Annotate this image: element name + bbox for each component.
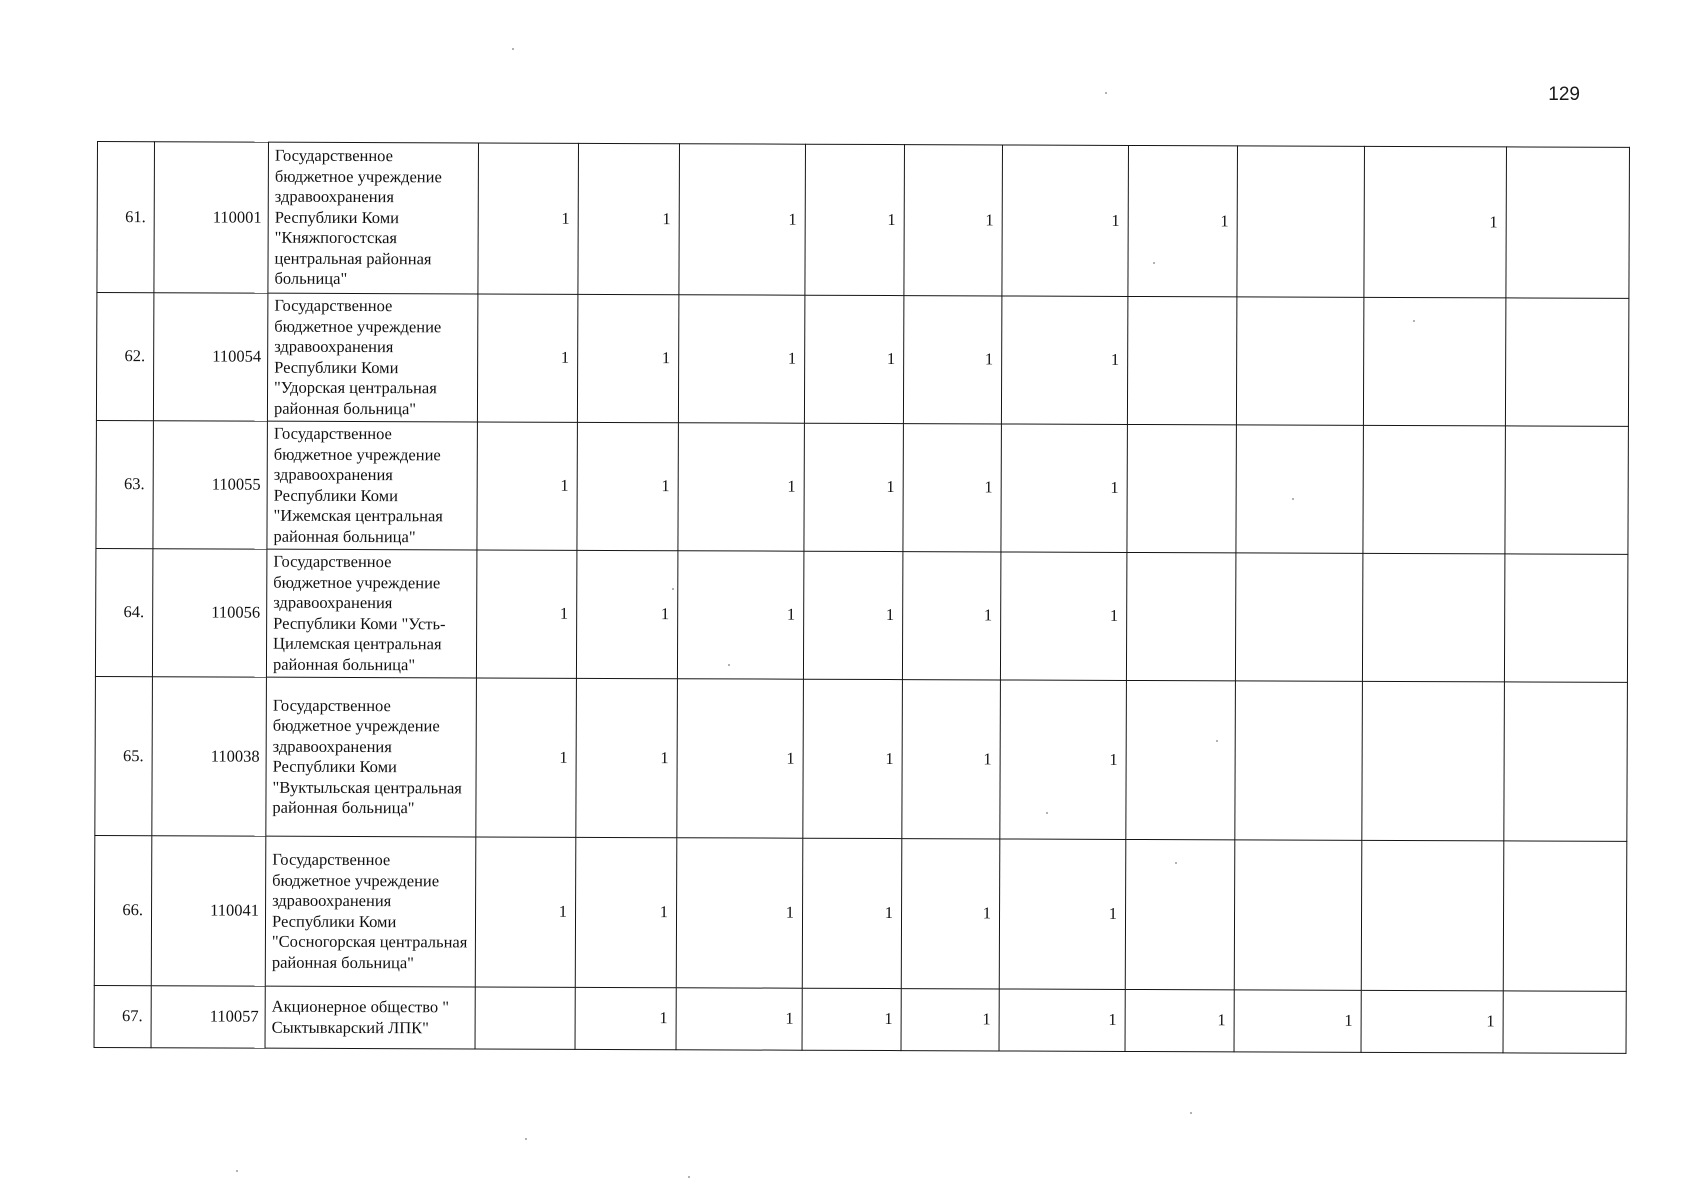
scan-speck bbox=[1153, 262, 1155, 264]
org-name-cell: Государственное бюджетное учреждение здравоохранения Республики Коми "Вуктыльская центральная районная больница" bbox=[266, 677, 477, 837]
mark-cell: 1 bbox=[802, 838, 902, 988]
mark-cell: 1 bbox=[575, 987, 676, 1049]
mark-cell: 1 bbox=[678, 295, 804, 423]
org-name-cell: Государственное бюджетное учреждение здравоохранения Республики Коми "Княжпогостская центральная районная больница" bbox=[268, 142, 479, 294]
mark-cell: 1 bbox=[477, 422, 577, 550]
org-code-cell: 110057 bbox=[151, 986, 265, 1048]
mark-cell bbox=[1236, 297, 1363, 425]
row-number-cell: 67. bbox=[94, 985, 151, 1047]
org-name-cell: Государственное бюджетное учреждение здравоохранения Республики Коми "Ижемская центральная районная больница" bbox=[267, 421, 477, 550]
mark-cell: 1 bbox=[901, 839, 1000, 989]
org-code-cell: 110038 bbox=[152, 677, 267, 836]
mark-cell bbox=[1126, 680, 1236, 839]
mark-cell: 1 bbox=[903, 424, 1001, 552]
mark-cell: 1 bbox=[677, 551, 803, 679]
mark-cell: 1 bbox=[576, 678, 678, 837]
mark-cell: 1 bbox=[577, 422, 678, 550]
mark-cell: 1 bbox=[676, 988, 802, 1050]
mark-cell: 1 bbox=[903, 296, 1001, 424]
mark-cell: 1 bbox=[904, 145, 1003, 296]
org-name-cell: Акционерное общество " Сыктывкарский ЛПК" bbox=[265, 986, 475, 1049]
scan-speck bbox=[1105, 92, 1107, 94]
mark-cell bbox=[1504, 682, 1628, 841]
mark-cell bbox=[1505, 426, 1628, 554]
org-name-cell: Государственное бюджетное учреждение здравоохранения Республики Коми "Удорская центральная районная больница" bbox=[267, 293, 477, 422]
mark-cell bbox=[475, 987, 575, 1049]
row-number-cell: 64. bbox=[95, 548, 152, 676]
mark-cell: 1 bbox=[678, 423, 804, 551]
mark-cell: 1 bbox=[679, 144, 806, 295]
table-row bbox=[97, 142, 1630, 299]
mark-cell bbox=[1235, 681, 1363, 840]
mark-cell: 1 bbox=[575, 837, 677, 987]
mark-cell bbox=[1125, 839, 1235, 989]
mark-cell: 1 bbox=[676, 838, 803, 988]
mark-cell: 1 bbox=[804, 423, 903, 551]
mark-cell: 1 bbox=[901, 989, 999, 1051]
mark-cell: 1 bbox=[802, 988, 901, 1050]
row-number-cell: 61. bbox=[97, 142, 155, 293]
scan-speck bbox=[688, 1176, 690, 1178]
org-code-cell: 110056 bbox=[152, 549, 266, 677]
mark-cell: 1 bbox=[804, 295, 903, 423]
mark-cell: 1 bbox=[1000, 552, 1126, 680]
page-number: 129 bbox=[1548, 84, 1580, 105]
mark-cell: 1 bbox=[576, 550, 677, 678]
mark-cell bbox=[1236, 425, 1363, 553]
table-row bbox=[94, 835, 1627, 991]
mark-cell bbox=[1503, 991, 1626, 1053]
scan-speck bbox=[1292, 498, 1294, 500]
mark-cell bbox=[1362, 553, 1504, 682]
org-name-cell: Государственное бюджетное учреждение здравоохранения Республики Коми "Усть-Цилемская центральная районная больница" bbox=[266, 549, 476, 678]
mark-cell bbox=[1127, 296, 1236, 424]
scan-speck bbox=[236, 1170, 238, 1172]
mark-cell: 1 bbox=[803, 551, 902, 679]
row-number-cell: 62. bbox=[96, 293, 153, 421]
mark-cell bbox=[1127, 424, 1236, 552]
mark-cell bbox=[1505, 298, 1628, 426]
mark-cell bbox=[1363, 297, 1505, 426]
mark-cell bbox=[1235, 553, 1362, 681]
mark-cell: 1 bbox=[477, 294, 577, 422]
scan-speck bbox=[672, 588, 674, 590]
mark-cell: 1 bbox=[1001, 424, 1127, 552]
scan-speck bbox=[1175, 862, 1177, 864]
scan-speck bbox=[1046, 812, 1048, 814]
mark-cell bbox=[1506, 147, 1630, 298]
scan-speck bbox=[1190, 1112, 1192, 1114]
mark-cell: 1 bbox=[803, 679, 903, 838]
mark-cell bbox=[1234, 840, 1362, 990]
mark-cell bbox=[1503, 841, 1627, 991]
mark-cell: 1 bbox=[1234, 990, 1361, 1052]
mark-cell: 1 bbox=[902, 680, 1001, 839]
row-number-cell: 65. bbox=[95, 676, 153, 835]
mark-cell: 1 bbox=[1364, 146, 1507, 298]
organization-table bbox=[94, 141, 1630, 1054]
mark-cell: 1 bbox=[677, 679, 804, 838]
scan-speck bbox=[1216, 740, 1218, 742]
mark-cell: 1 bbox=[476, 678, 577, 837]
table-row bbox=[95, 548, 1627, 682]
mark-cell bbox=[1361, 840, 1504, 991]
org-name-cell: Государственное бюджетное учреждение здравоохранения Республики Коми "Сосногорская центральная районная больница" bbox=[265, 836, 476, 987]
scan-speck bbox=[728, 664, 730, 666]
table-row bbox=[96, 293, 1628, 427]
mark-cell: 1 bbox=[478, 143, 579, 294]
mark-cell: 1 bbox=[578, 143, 680, 294]
org-code-cell: 110001 bbox=[154, 142, 269, 293]
mark-cell bbox=[1362, 681, 1505, 841]
org-code-cell: 110054 bbox=[153, 293, 267, 421]
mark-cell: 1 bbox=[1001, 296, 1127, 424]
scan-speck bbox=[525, 1138, 527, 1140]
mark-cell bbox=[1126, 552, 1235, 680]
mark-cell: 1 bbox=[999, 989, 1125, 1051]
mark-cell: 1 bbox=[577, 294, 678, 422]
mark-cell: 1 bbox=[1361, 990, 1503, 1053]
mark-cell: 1 bbox=[805, 144, 905, 295]
mark-cell: 1 bbox=[475, 837, 576, 987]
org-code-cell: 110055 bbox=[153, 421, 267, 549]
row-number-cell: 66. bbox=[94, 835, 152, 985]
mark-cell: 1 bbox=[902, 552, 1000, 680]
mark-cell: 1 bbox=[999, 839, 1126, 989]
mark-cell bbox=[1237, 146, 1365, 297]
scan-speck bbox=[512, 48, 514, 50]
table-row bbox=[94, 985, 1626, 1053]
mark-cell: 1 bbox=[1125, 989, 1234, 1051]
scan-speck bbox=[1413, 320, 1415, 322]
mark-cell: 1 bbox=[1002, 145, 1129, 296]
mark-cell: 1 bbox=[1000, 680, 1127, 839]
mark-cell bbox=[1504, 554, 1627, 682]
mark-cell: 1 bbox=[476, 550, 576, 678]
table-row bbox=[95, 676, 1628, 841]
document-table-wrapper bbox=[94, 141, 1629, 1054]
org-code-cell: 110041 bbox=[151, 836, 266, 986]
mark-cell bbox=[1363, 425, 1505, 554]
row-number-cell: 63. bbox=[96, 420, 153, 548]
table-row bbox=[96, 420, 1628, 554]
mark-cell: 1 bbox=[1128, 145, 1238, 296]
